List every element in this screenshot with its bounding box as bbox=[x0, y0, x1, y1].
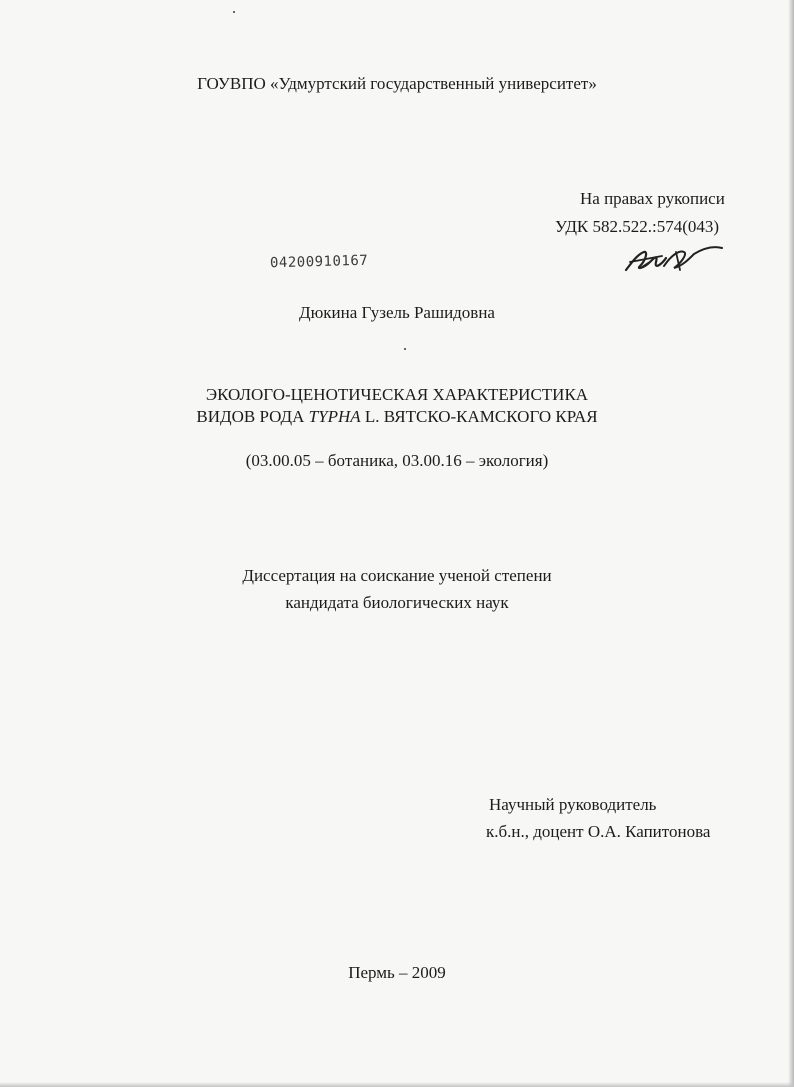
signature-icon bbox=[618, 240, 728, 280]
title-line-1: ЭКОЛОГО-ЦЕНОТИЧЕСКАЯ ХАРАКТЕРИСТИКА bbox=[205, 385, 589, 404]
scan-edge-bottom bbox=[0, 1082, 794, 1087]
rights-label: На правах рукописи bbox=[580, 189, 725, 208]
registration-stamp-number: 04200910167 bbox=[269, 252, 369, 272]
title-line-2-prefix: ВИДОВ РОДА bbox=[196, 407, 309, 426]
city-year: Пермь – 2009 bbox=[348, 963, 446, 982]
title-line-2 bbox=[0, 407, 794, 427]
supervisor-name: к.б.н., доцент О.А. Капитонова bbox=[486, 822, 711, 841]
dissertation-line-2: кандидата биологических наук bbox=[285, 593, 509, 612]
institution-name: ГОУВПО «Удмуртский государственный университет» bbox=[197, 74, 597, 93]
dissertation-line-1: Диссертация на соискание ученой степени bbox=[242, 566, 552, 585]
supervisor-label: Научный руководитель bbox=[489, 795, 657, 814]
udc-code: УДК 582.522.:574(043) bbox=[555, 217, 720, 236]
title-genus: TYPHA bbox=[308, 407, 361, 426]
specialties-codes: (03.00.05 – ботаника, 03.00.16 – экология) bbox=[245, 451, 549, 470]
scan-edge-right bbox=[788, 0, 794, 1087]
scan-speck bbox=[233, 11, 235, 13]
scan-speck bbox=[404, 348, 406, 350]
author-name: Дюкина Гузель Рашидовна bbox=[299, 303, 495, 322]
title-line-2-suffix: L. ВЯТСКО-КАМСКОГО КРАЯ bbox=[360, 407, 598, 426]
